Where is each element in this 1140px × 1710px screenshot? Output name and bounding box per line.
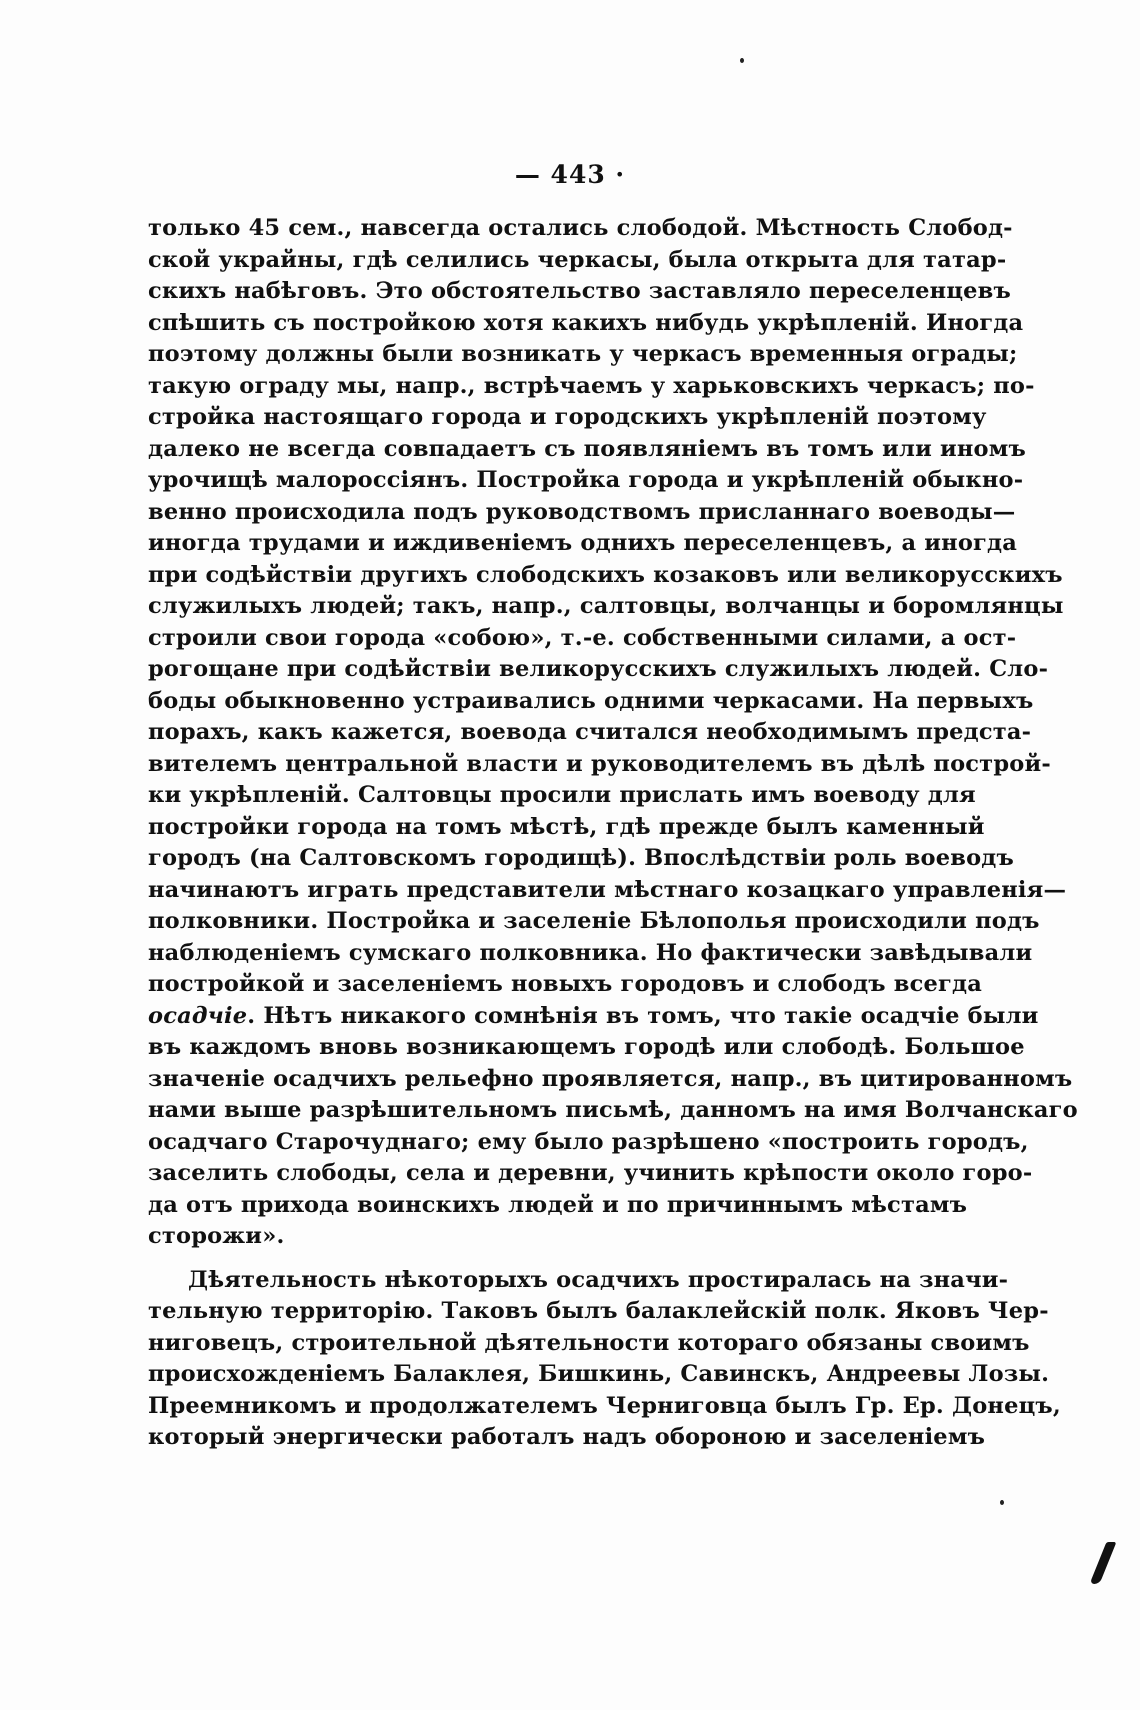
text-line: строили свои города «собою», т.-е. собственными силами, а ост- [148,624,1017,651]
margin-ink-mark [1090,1542,1117,1584]
body-text [148,213,1078,1454]
text-line: рогощане при содѣйствіи великорусскихъ служилыхъ людей. Сло- [148,656,1049,682]
text-line: урочищѣ малороссіянъ. Постройка города и укрѣпленій обыкно- [148,467,1024,493]
text-line: при содѣйствіи другихъ слободскихъ козаковъ или великорусскихъ [148,561,1063,588]
text-line [148,1001,1039,1033]
ink-speck [1000,1500,1004,1505]
text-line: который энергически работалъ надъ обороною и заселеніемъ [148,1424,986,1450]
text-line: скихъ набѣговъ. Это обстоятельство заставляло переселенцевъ [148,278,1011,304]
text-line: постройкой и заселеніемъ новыхъ городовъ и слободъ всегда [148,971,982,997]
text-line: нами выше разрѣшительномъ письмѣ, данномъ на имя Волчанскаго [148,1097,1078,1123]
text-line: спѣшить съ постройкою хотя какихъ нибудь укрѣпленій. Иногда [148,309,1024,336]
text-line: ниговецъ, строительной дѣятельности котораго обязаны своимъ [148,1329,1030,1356]
text-line: да отъ прихода воинскихъ людей и по причиннымъ мѣстамъ [148,1191,968,1218]
text-line: Дѣятельность нѣкоторыхъ осадчихъ простиралась на значи- [188,1266,1009,1293]
paragraph-1 [148,213,1078,1253]
text-line: происхожденіемъ Балаклея, Бишкинь, Савинскъ, Андреевы Лозы. [148,1361,1050,1387]
ink-speck [740,58,744,63]
text-line: порахъ, какъ кажется, воеводa считался необходимымъ предста- [148,719,1032,745]
text-line: боды обыкновенно устраивались одними черкасами. На первыхъ [148,687,1034,714]
text-line: въ каждомъ вновь возникающемъ городѣ или слободѣ. Большое [148,1034,1025,1060]
text-line: начинаютъ играть представители мѣстнаго козацкаго управленія— [148,876,1067,903]
text-line: осадчаго Старочуднаго; ему было разрѣшено «построить городъ, [148,1128,1029,1155]
text-line: городъ (на Салтовскомъ городищѣ). Впослѣдствіи роль воеводъ [148,845,1014,871]
text-line: наблюденіемъ сумскаго полковника. Но фактически завѣдывали [148,939,1033,966]
text-line: ской украйны, гдѣ селились черкасы, была открыта для татар- [148,246,1007,273]
text-line: только 45 сем., навсегда остались слободой. Мѣстность Слобод- [148,215,1013,241]
text-line: значеніе осадчихъ рельефно проявляется, напр., въ цитированномъ [148,1065,1073,1092]
text-line: ки укрѣпленій. Салтовцы просили прислать имъ воеводу для [148,782,976,808]
text-line: вителемъ центральной власти и руководителемъ въ дѣлѣ построй- [148,750,1051,777]
text-line-rest: . Нѣтъ никакого сомнѣнія въ томъ, что такіе осадчіе были [247,1002,1039,1029]
page-number: — 443 · [514,160,626,189]
text-line: Преемникомъ и продолжателемъ Черниговца былъ Гр. Ер. Донецъ, [148,1392,1061,1419]
text-line: заселить слободы, села и деревни, учинить крѣпости около горо- [148,1160,1033,1186]
text-line: постройки города на томъ мѣстѣ, гдѣ прежде былъ каменный [148,813,985,840]
text-line: такую ограду мы, напр., встрѣчаемъ у харьковскихъ черкасъ; по- [148,372,1035,399]
text-line: венно происходила подъ руководствомъ присланнаго воеводы— [148,498,1016,525]
text-line: тельную территорію. Таковъ былъ балаклейскій полк. Яковъ Чер- [148,1298,1049,1324]
text-line: стройка настоящаго города и городскихъ укрѣпленій поэтому [148,404,987,430]
text-line: далеко не всегда совпадаетъ съ появляніемъ въ томъ или иномъ [148,435,1026,462]
italic-term: осадчіе [148,1002,248,1029]
text-line: иногда трудами и иждивеніемъ однихъ переселенцевъ, а иногда [148,530,1018,556]
text-line: поэтому должны были возникать у черкасъ временныя ограды; [148,341,1018,367]
text-line: служилыхъ людей; такъ, напр., салтовцы, волчанцы и боромлянцы [148,593,1064,619]
paragraph-2 [148,1265,1061,1454]
text-line: сторожи». [148,1223,285,1249]
text-line: полковники. Постройка и заселеніе Бѣлополья происходили подъ [148,908,1040,934]
